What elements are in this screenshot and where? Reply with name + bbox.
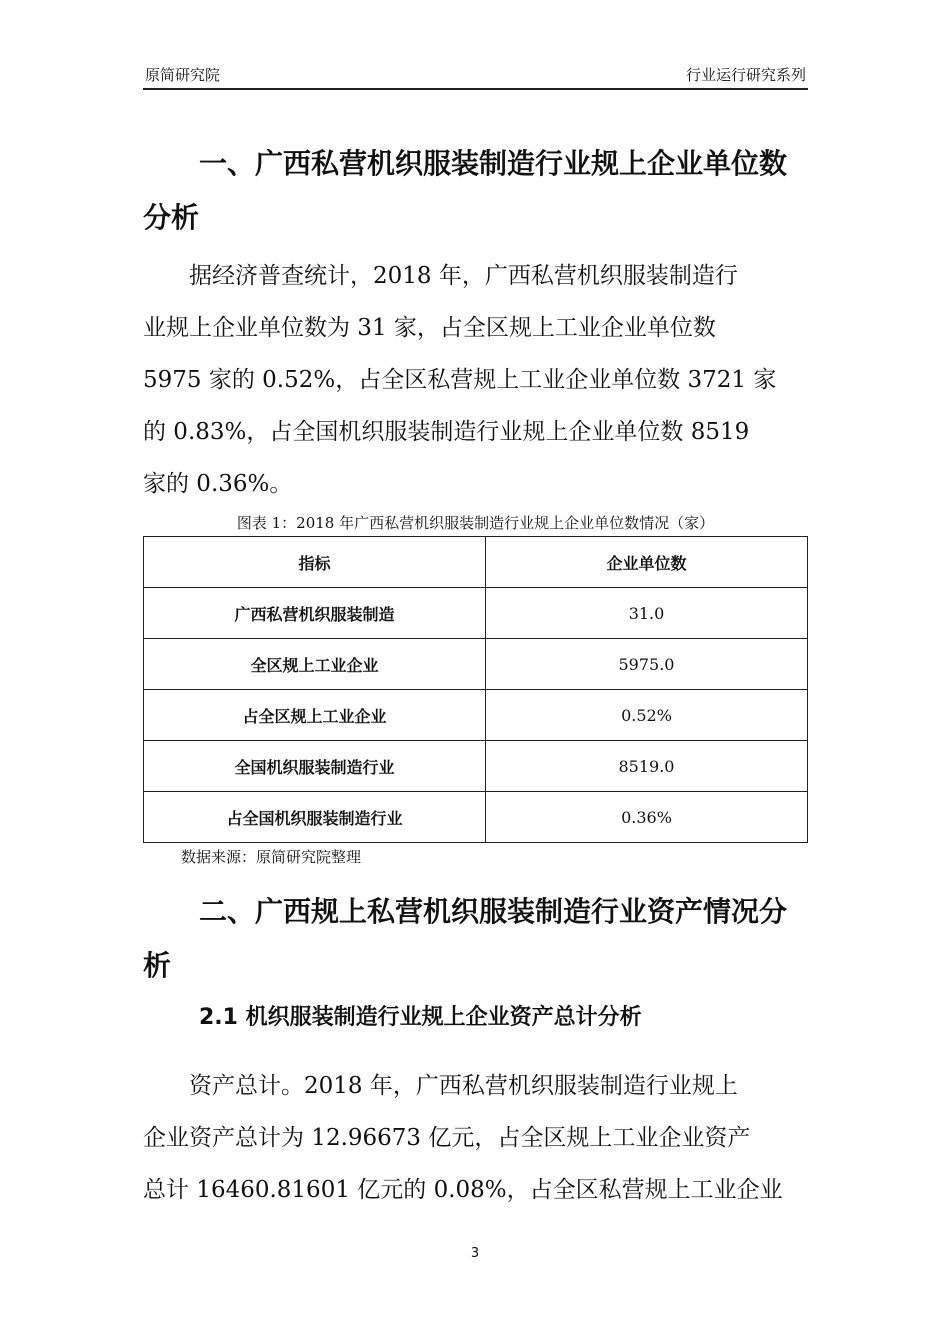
table-source-note: 数据来源：原简研究院整理 [181,848,362,866]
paragraph-line: 企业资产总计为 12.96673 亿元，占全区规上工业企业资产 [143,1125,751,1151]
paragraph-line: 业规上企业单位数为 31 家，占全区规上工业企业单位数 [143,315,716,341]
section1-paragraph [143,250,808,510]
section2-title-line1: 二、广西规上私营机织服装制造行业资产情况分 [199,895,788,928]
table-row [144,639,808,690]
table-row [144,690,808,741]
section1-title-line1: 一、广西私营机织服装制造行业规上企业单位数 [199,147,788,180]
row-value: 0.52% [486,690,808,741]
section2-subtitle: 2.1 机织服装制造行业规上企业资产总计分析 [199,1005,642,1030]
row-value: 31.0 [486,588,808,639]
header-series-name: 行业运行研究系列 [685,66,806,84]
paragraph-line: 据经济普查统计，2018 年，广西私营机织服装制造行 [189,263,738,289]
table-row [144,741,808,792]
page-number: 3 [470,1246,480,1261]
section2-paragraph [143,1060,808,1216]
enterprise-count-table [143,536,808,843]
row-label: 全区规上工业企业 [144,639,486,690]
table-row [144,588,808,639]
paragraph-line: 的 0.83%，占全国机织服装制造行业规上企业单位数 8519 [143,419,750,445]
row-label: 全国机织服装制造行业 [144,741,486,792]
row-label: 占全国机织服装制造行业 [144,792,486,843]
table-header-row [144,537,808,588]
paragraph-line: 5975 家的 0.52%，占全区私营规上工业企业单位数 3721 家 [143,367,777,393]
paragraph-line: 总计 16460.81601 亿元的 0.08%，占全区私营规上工业企业 [143,1177,783,1203]
table-caption: 图表 1：2018 年广西私营机织服装制造行业规上企业单位数情况（家） [236,514,715,532]
table-row [144,792,808,843]
column-header-count: 企业单位数 [486,537,808,588]
column-header-indicator: 指标 [144,537,486,588]
paragraph-line: 资产总计。2018 年，广西私营机织服装制造行业规上 [189,1073,738,1099]
section2-title [143,885,808,993]
row-label: 广西私营机织服装制造 [144,588,486,639]
section1-title [143,137,808,245]
row-label: 占全区规上工业企业 [144,690,486,741]
row-value: 5975.0 [486,639,808,690]
section2-title-line2: 析 [143,949,172,982]
paragraph-line: 家的 0.36%。 [143,471,293,497]
row-value: 8519.0 [486,741,808,792]
header-org-name: 原简研究院 [145,66,221,84]
row-value: 0.36% [486,792,808,843]
page-header [143,60,808,90]
section1-title-line2: 分析 [143,201,200,234]
